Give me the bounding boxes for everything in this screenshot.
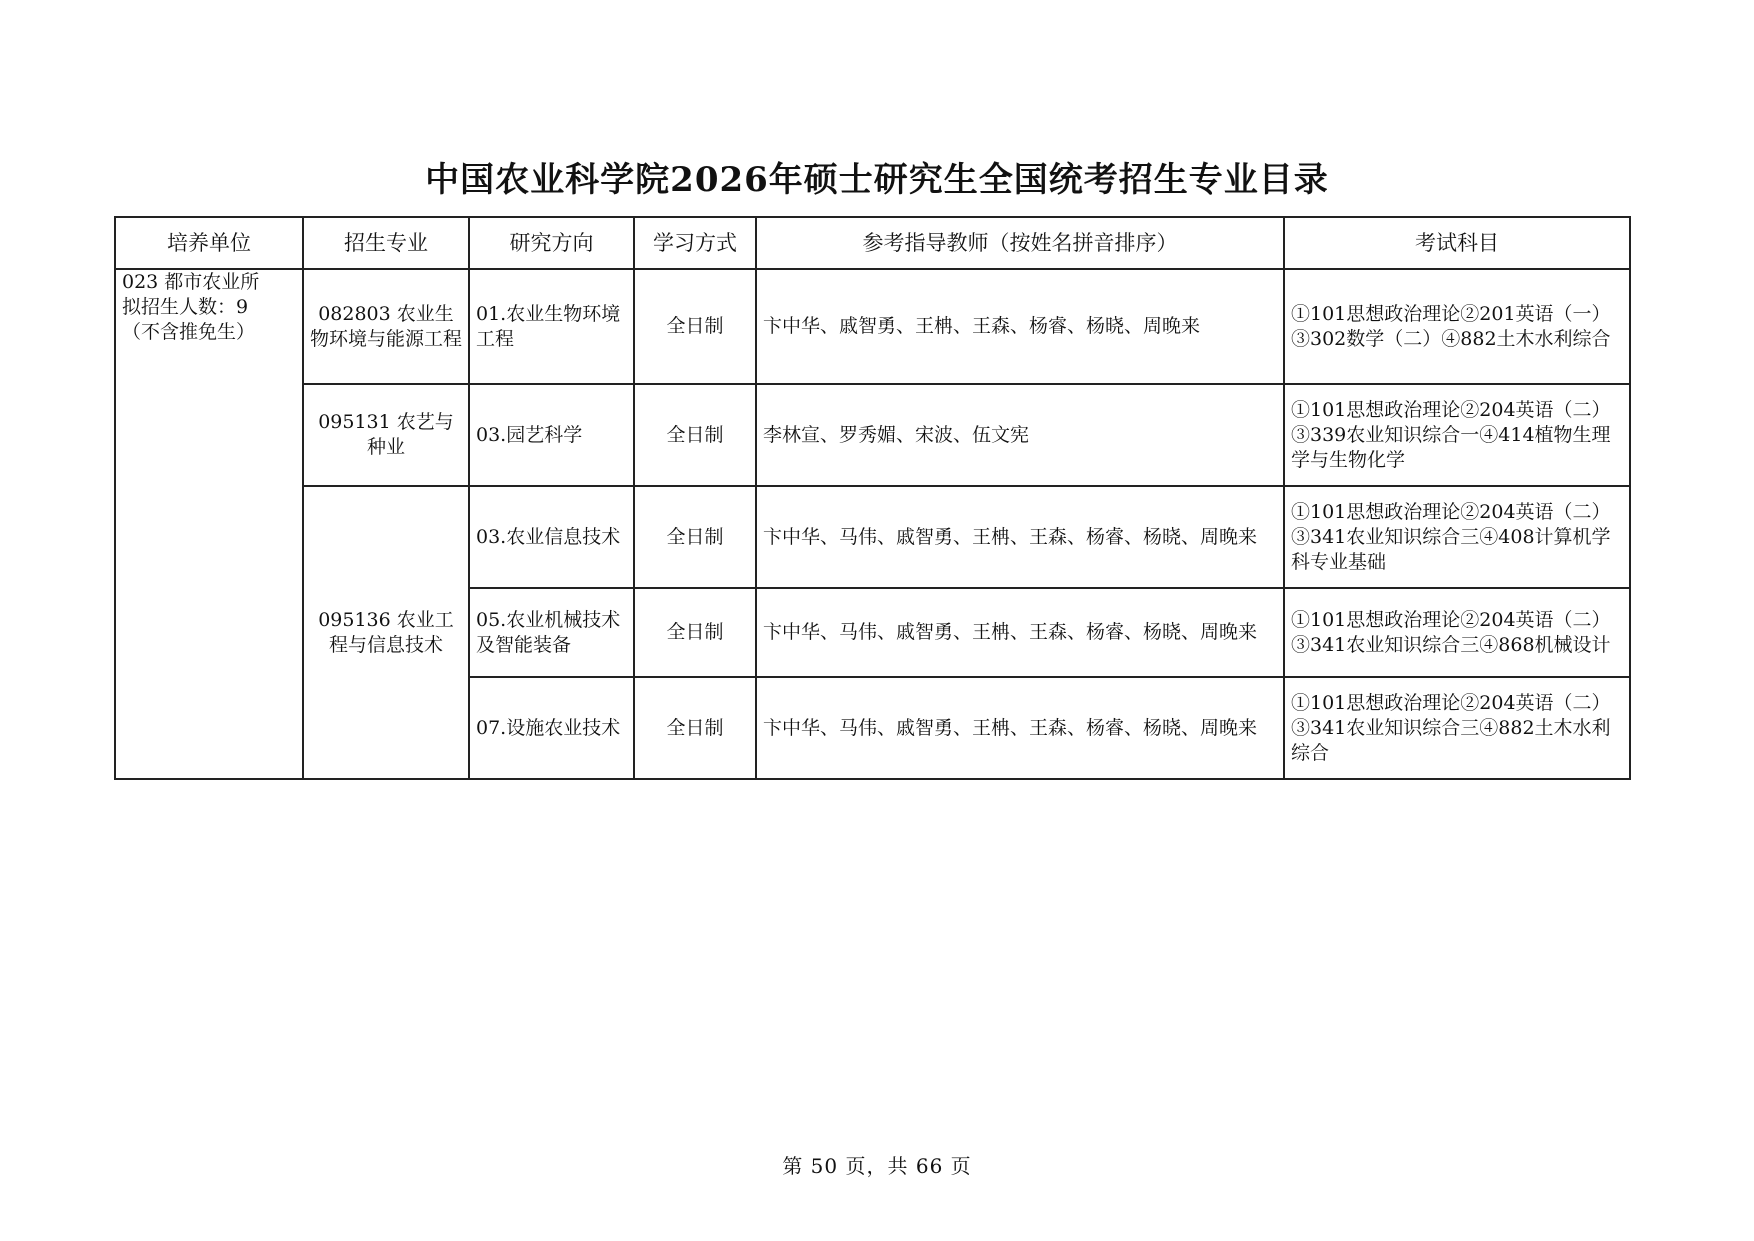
table-row [115,269,1630,384]
study-mode-cell: 全日制 [634,588,756,677]
header-supervisors: 参考指导教师（按姓名拼音排序） [756,217,1284,269]
major-cell: 095136 农业工程与信息技术 [303,486,469,779]
supervisors-cell: 卞中华、马伟、戚智勇、王柟、王森、杨睿、杨晓、周晚来 [756,486,1284,588]
study-mode-cell: 全日制 [634,486,756,588]
header-major: 招生专业 [303,217,469,269]
study-mode-cell: 全日制 [634,384,756,486]
exam-subjects-cell: ①101思想政治理论②204英语（二）③339农业知识综合一④414植物生理学与生物化学 [1284,384,1630,486]
exam-subjects-cell: ①101思想政治理论②204英语（二）③341农业知识综合三④882土木水利综合 [1284,677,1630,779]
enrollment-catalog-table [114,216,1631,780]
direction-cell: 07.设施农业技术 [469,677,634,779]
unit-quota: 拟招生人数：9 [122,296,249,318]
study-mode-cell: 全日制 [634,677,756,779]
exam-subjects-cell: ①101思想政治理论②204英语（二）③341农业知识综合三④408计算机学科专业基础 [1284,486,1630,588]
header-direction: 研究方向 [469,217,634,269]
unit-name: 023 都市农业所 [122,271,260,293]
header-unit: 培养单位 [115,217,303,269]
supervisors-cell: 卞中华、马伟、戚智勇、王柟、王森、杨睿、杨晓、周晚来 [756,588,1284,677]
direction-cell: 01.农业生物环境工程 [469,269,634,384]
unit-quota-note: （不含推免生） [122,321,256,343]
direction-cell: 03.农业信息技术 [469,486,634,588]
direction-cell: 03.园艺科学 [469,384,634,486]
table-header-row [115,217,1630,269]
training-unit-cell [115,269,303,779]
header-exam-subjects: 考试科目 [1284,217,1630,269]
page-number: 第 50 页，共 66 页 [782,1154,972,1178]
supervisors-cell: 李林宣、罗秀媚、宋波、伍文宪 [756,384,1284,486]
exam-subjects-cell: ①101思想政治理论②201英语（一）③302数学（二）④882土木水利综合 [1284,269,1630,384]
table-row [115,384,1630,486]
study-mode-cell: 全日制 [634,269,756,384]
major-cell: 095131 农艺与种业 [303,384,469,486]
header-study-mode: 学习方式 [634,217,756,269]
direction-cell: 05.农业机械技术及智能装备 [469,588,634,677]
major-cell: 082803 农业生物环境与能源工程 [303,269,469,384]
supervisors-cell: 卞中华、戚智勇、王柟、王森、杨睿、杨晓、周晚来 [756,269,1284,384]
exam-subjects-cell: ①101思想政治理论②204英语（二）③341农业知识综合三④868机械设计 [1284,588,1630,677]
supervisors-cell: 卞中华、马伟、戚智勇、王柟、王森、杨睿、杨晓、周晚来 [756,677,1284,779]
page-title: 中国农业科学院2026年硕士研究生全国统考招生专业目录 [425,160,1329,200]
table-row [115,486,1630,588]
